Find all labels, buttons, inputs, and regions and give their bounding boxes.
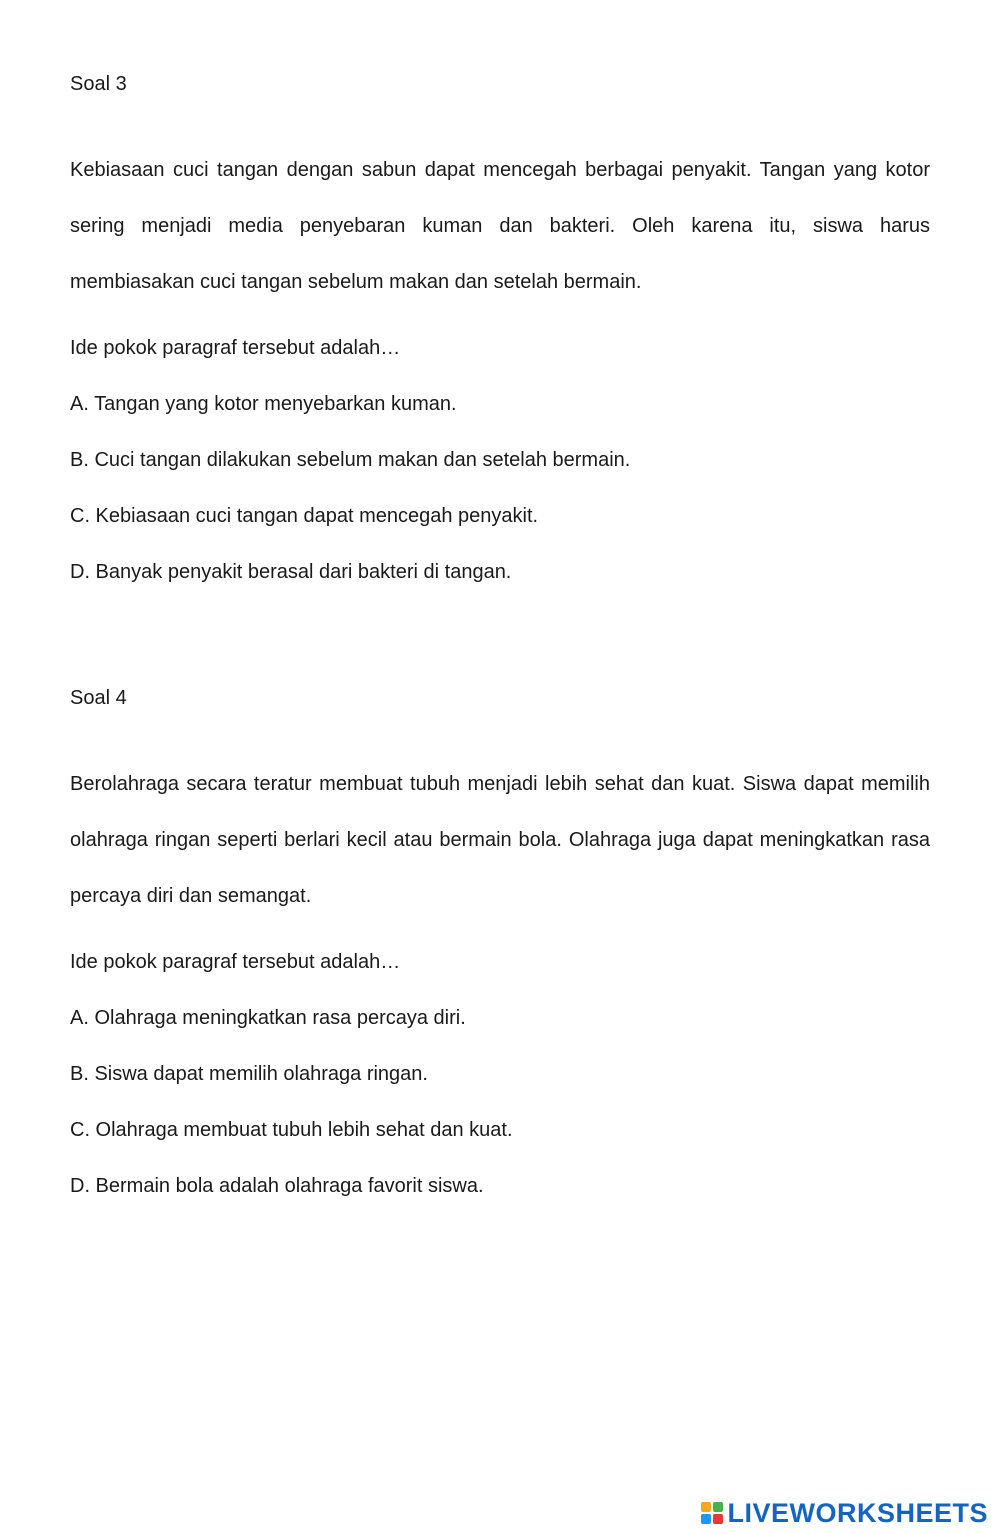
answer-option-b[interactable]: B. Siswa dapat memilih olahraga ringan. bbox=[70, 1063, 428, 1085]
brand-text: LIVEWORKSHEETS bbox=[727, 1498, 988, 1528]
question-soal-3 bbox=[70, 68, 930, 588]
question-title: Soal 3 bbox=[70, 73, 127, 95]
answer-option-a[interactable]: A. Tangan yang kotor menyebarkan kuman. bbox=[70, 393, 457, 415]
answer-option-b[interactable]: B. Cuci tangan dilakukan sebelum makan dan setelah bermain. bbox=[70, 449, 631, 471]
question-paragraph: Berolahraga secara teratur membuat tubuh menjadi lebih sehat dan kuat. Siswa dapat memilih olahraga ringan seperti berlari kecil atau bermain bola. Olahraga juga dapat meningkatkan rasa percaya diri dan semangat. bbox=[70, 773, 930, 907]
answer-option-c[interactable]: C. Kebiasaan cuci tangan dapat mencegah penyakit. bbox=[70, 505, 539, 527]
answer-option-d[interactable]: D. Bermain bola adalah olahraga favorit siswa. bbox=[70, 1175, 484, 1197]
question-paragraph: Kebiasaan cuci tangan dengan sabun dapat mencegah berbagai penyakit. Tangan yang kotor sering menjadi media penyebaran kuman dan bakteri. Oleh karena itu, siswa harus membiasakan cuci tangan sebelum makan dan setelah bermain. bbox=[70, 159, 930, 293]
answer-option-d[interactable]: D. Banyak penyakit berasal dari bakteri di tangan. bbox=[70, 561, 512, 583]
question-title: Soal 4 bbox=[70, 687, 127, 709]
answer-option-a[interactable]: A. Olahraga meningkatkan rasa percaya diri. bbox=[70, 1007, 466, 1029]
question-prompt: Ide pokok paragraf tersebut adalah… bbox=[70, 337, 401, 359]
liveworksheets-logo-icon bbox=[701, 1502, 723, 1524]
question-prompt: Ide pokok paragraf tersebut adalah… bbox=[70, 951, 401, 973]
answer-option-c[interactable]: C. Olahraga membuat tubuh lebih sehat dan kuat. bbox=[70, 1119, 513, 1141]
question-soal-4 bbox=[70, 682, 930, 1202]
answer-options bbox=[70, 1002, 930, 1202]
liveworksheets-brand bbox=[701, 1498, 988, 1528]
answer-options bbox=[70, 388, 930, 588]
